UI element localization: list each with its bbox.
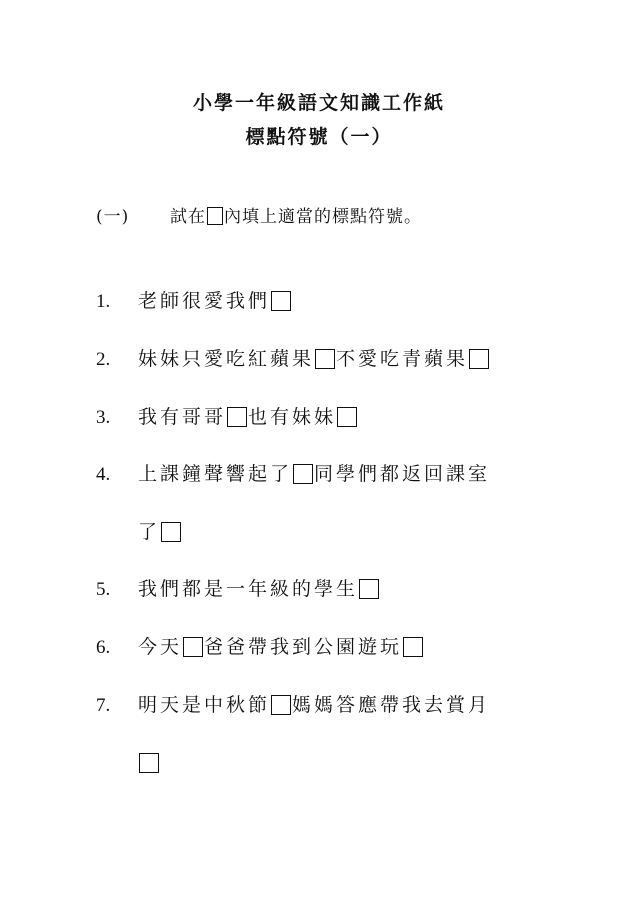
answer-box[interactable]: [293, 464, 313, 484]
question-7-continued: [138, 750, 160, 776]
question-text: 同學們都返回課室: [314, 463, 491, 485]
question-text: 上課鐘聲響起了: [138, 463, 293, 485]
answer-box[interactable]: [403, 637, 423, 657]
question-number: 7.: [96, 695, 111, 716]
question-number: 6.: [96, 637, 111, 658]
question-text: 今天: [138, 636, 183, 658]
question-text: 了: [138, 521, 161, 543]
worksheet-subtitle: 標點符號（一）: [245, 126, 393, 148]
answer-box[interactable]: [161, 522, 181, 542]
question-text: 也有妹妹: [248, 406, 337, 428]
instruction-text-before: 試在: [170, 207, 206, 227]
question-text: 我們都是一年級的學生: [138, 578, 359, 600]
question-2: [96, 346, 490, 372]
question-text: 媽媽答應帶我去賞月: [292, 694, 491, 716]
worksheet-title: 小學一年級語文知識工作紙: [192, 92, 445, 114]
answer-box[interactable]: [315, 349, 335, 369]
question-text: 老師很愛我們: [138, 290, 271, 312]
question-1: [96, 288, 292, 314]
answer-box-sample: [207, 207, 223, 225]
question-number: 4.: [96, 464, 111, 485]
answer-box[interactable]: [227, 407, 247, 427]
answer-box[interactable]: [139, 753, 159, 773]
question-3: [96, 404, 358, 430]
section-number: (一): [96, 207, 130, 227]
question-text: 爸爸帶我到公園遊玩: [204, 636, 403, 658]
question-text: 妹妹只愛吃紅蘋果: [138, 348, 315, 370]
answer-box[interactable]: [469, 349, 489, 369]
answer-box[interactable]: [271, 291, 291, 311]
question-text: 明天是中秋節: [138, 694, 271, 716]
question-number: 3.: [96, 407, 111, 428]
question-5: [96, 576, 380, 602]
answer-box[interactable]: [183, 637, 203, 657]
answer-box[interactable]: [271, 695, 291, 715]
question-6: [96, 634, 424, 660]
answer-box[interactable]: [359, 579, 379, 599]
question-number: 2.: [96, 349, 111, 370]
question-number: 1.: [96, 291, 111, 312]
question-4: [96, 461, 490, 487]
instruction: [96, 202, 422, 227]
question-text: 我有哥哥: [138, 406, 227, 428]
question-number: 5.: [96, 579, 111, 600]
question-4-continued: [138, 519, 182, 545]
question-text: 不愛吃青蘋果: [336, 348, 469, 370]
question-7: [96, 692, 490, 718]
instruction-text-after: 內填上適當的標點符號。: [224, 207, 422, 227]
answer-box[interactable]: [337, 407, 357, 427]
